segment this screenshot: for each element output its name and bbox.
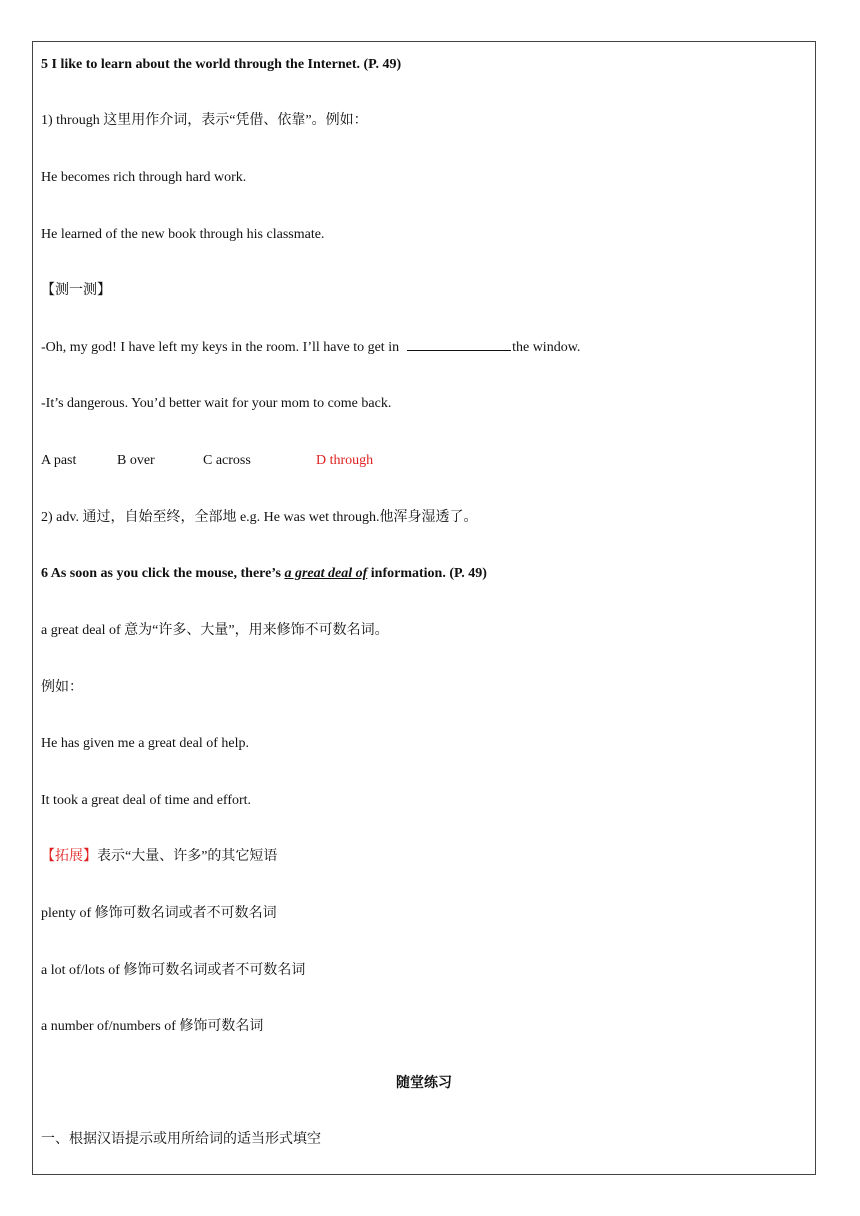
phrase-plenty-of: plenty of 修饰可数名词或者不可数名词 — [41, 906, 277, 921]
section6-example2: It took a great deal of time and effort. — [41, 793, 252, 808]
option-b: B over — [117, 453, 155, 468]
phrase-a-lot-of: a lot of/lots of 修饰可数名词或者不可数名词 — [41, 963, 306, 978]
extend-text: 表示“大量、许多”的其它短语 — [97, 849, 278, 864]
answer-blank — [407, 338, 511, 351]
section5-title: 5 I like to learn about the world through the Internet. (P. 49) — [41, 57, 402, 72]
extend-label: 【拓展】 — [41, 849, 97, 864]
option-c: C across — [203, 453, 251, 468]
section6-example1: He has given me a great deal of help. — [41, 736, 249, 751]
section5-note1: 1) through 这里用作介词，表示“凭借、依靠”。例如： — [41, 113, 368, 128]
test-label: 【测一测】 — [41, 283, 111, 298]
section6-note1: a great deal of 意为“许多、大量”，用来修饰不可数名词。 — [41, 623, 389, 638]
practice-title: 随堂练习 — [396, 1076, 452, 1091]
section5-note2: 2) adv. 通过，自始至终，全部地 e.g. He was wet through.他浑身湿透了。 — [41, 510, 478, 525]
section6-title-after: information. (P. 49) — [367, 566, 487, 581]
section5-example1: He becomes rich through hard work. — [41, 170, 247, 185]
for-example-label: 例如： — [41, 680, 83, 695]
section6-title-phrase: a great deal of — [284, 566, 368, 581]
option-d-answer: D through — [316, 453, 374, 468]
page-frame — [32, 41, 816, 1175]
section5-example2: He learned of the new book through his classmate. — [41, 227, 325, 242]
question-line2: -It’s dangerous. You’d better wait for your mom to come back. — [41, 396, 392, 411]
section6-title-before: 6 As soon as you click the mouse, there’s — [41, 566, 285, 581]
question-line1-after: the window. — [512, 340, 581, 355]
question-line1 — [41, 338, 580, 358]
phrase-a-number-of: a number of/numbers of 修饰可数名词 — [41, 1019, 264, 1034]
option-a: A past — [41, 453, 77, 468]
extend-line — [41, 847, 277, 867]
practice-part1: 一、根据汉语提示或用所给词的适当形式填空 — [41, 1132, 321, 1147]
section6-title — [41, 564, 487, 584]
question-line1-before: -Oh, my god! I have left my keys in the room. I’ll have to get in — [41, 340, 400, 355]
